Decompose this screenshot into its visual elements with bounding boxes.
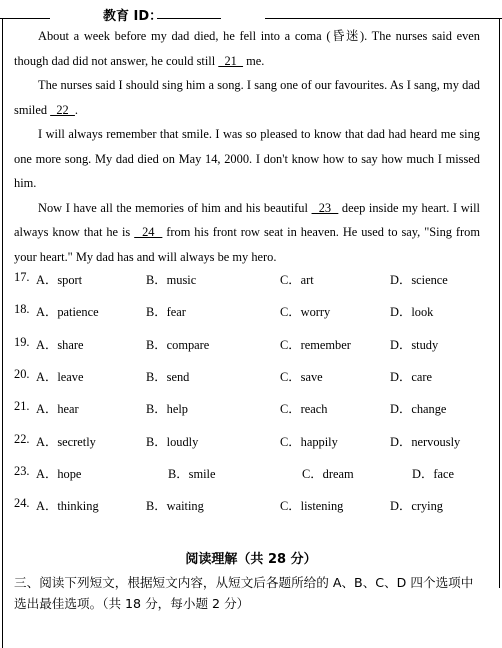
option-b[interactable]: B．compare [146, 338, 210, 352]
option-c[interactable]: C．worry [280, 305, 331, 319]
option-a[interactable]: A．patience [36, 305, 99, 319]
option-b[interactable]: B．help [146, 402, 188, 416]
option-b[interactable]: B．smile [168, 467, 216, 481]
option-d[interactable]: D．look [390, 305, 434, 319]
option-d[interactable]: D．crying [390, 499, 443, 513]
option-d[interactable]: D．science [390, 273, 448, 287]
option-b[interactable]: B．send [146, 370, 190, 384]
right-margin-rule [499, 18, 500, 588]
option-a[interactable]: A．secretly [36, 435, 96, 449]
option-d[interactable]: D．care [390, 370, 432, 384]
option-c[interactable]: C．remember [280, 338, 351, 352]
blank-24: 24 [134, 225, 163, 239]
option-d[interactable]: D．face [412, 467, 454, 481]
option-a[interactable]: A．sport [36, 273, 83, 287]
option-a[interactable]: A．share [36, 338, 84, 352]
section-instruction: 三、阅读下列短文，根据短文内容，从短文后各题所给的 A、B、C、D 四个选项中选出最佳选项。（共 18 分，每小题 2 分） [14, 575, 474, 611]
passage-paragraph-3: I will always remember that smile. I was so pleased to know that dad had heard me sing one more song. My dad died on May 14, 2000. I don't know how to say how much I missed him. [14, 127, 480, 190]
passage [14, 24, 480, 269]
blank-22: 22 [50, 102, 75, 117]
edu-id-field[interactable] [157, 18, 221, 19]
option-c[interactable]: C．happily [280, 435, 338, 449]
option-a[interactable]: A．thinking [36, 499, 99, 513]
option-a[interactable]: A．hope [36, 467, 82, 481]
passage-paragraph-2: The nurses said I should sing him a song. I sang one of our favourites. As I sang, my dad smiled 22 . [14, 78, 480, 117]
section-title: 阅读理解（共 28 分） [185, 552, 317, 567]
option-d[interactable]: D．nervously [390, 435, 461, 449]
option-a[interactable]: A．leave [36, 370, 84, 384]
passage-paragraph-4: Now I have all the memories of him and his beautiful 23 deep inside my heart. I will always know that he is 24 from his front row seat in heaven. He used to say, "Sing from your heart." My dad has and will always be my hero. [14, 200, 481, 264]
header-right-rule [265, 18, 502, 19]
option-b[interactable]: B．waiting [146, 499, 204, 513]
option-d[interactable]: D．study [390, 338, 439, 352]
option-c[interactable]: C．dream [302, 467, 354, 481]
option-b[interactable]: B．music [146, 273, 197, 287]
option-d[interactable]: D．change [390, 402, 447, 416]
option-b[interactable]: B．fear [146, 305, 186, 319]
option-a[interactable]: A．hear [36, 402, 79, 416]
blank-23: 23 [311, 200, 339, 215]
option-c[interactable]: C．art [280, 273, 314, 287]
option-b[interactable]: B．loudly [146, 435, 199, 449]
header-left-rule [0, 18, 50, 19]
option-c[interactable]: C．listening [280, 499, 344, 513]
option-c[interactable]: C．save [280, 370, 323, 384]
option-c[interactable]: C．reach [280, 402, 328, 416]
edu-id-label: 教育 ID： [103, 9, 163, 24]
passage-paragraph-1: About a week before my dad died, he fell into a coma (昏迷). The nurses said even though dad did not answer, he could still 21 me. [14, 29, 480, 68]
blank-21: 21 [218, 53, 244, 68]
